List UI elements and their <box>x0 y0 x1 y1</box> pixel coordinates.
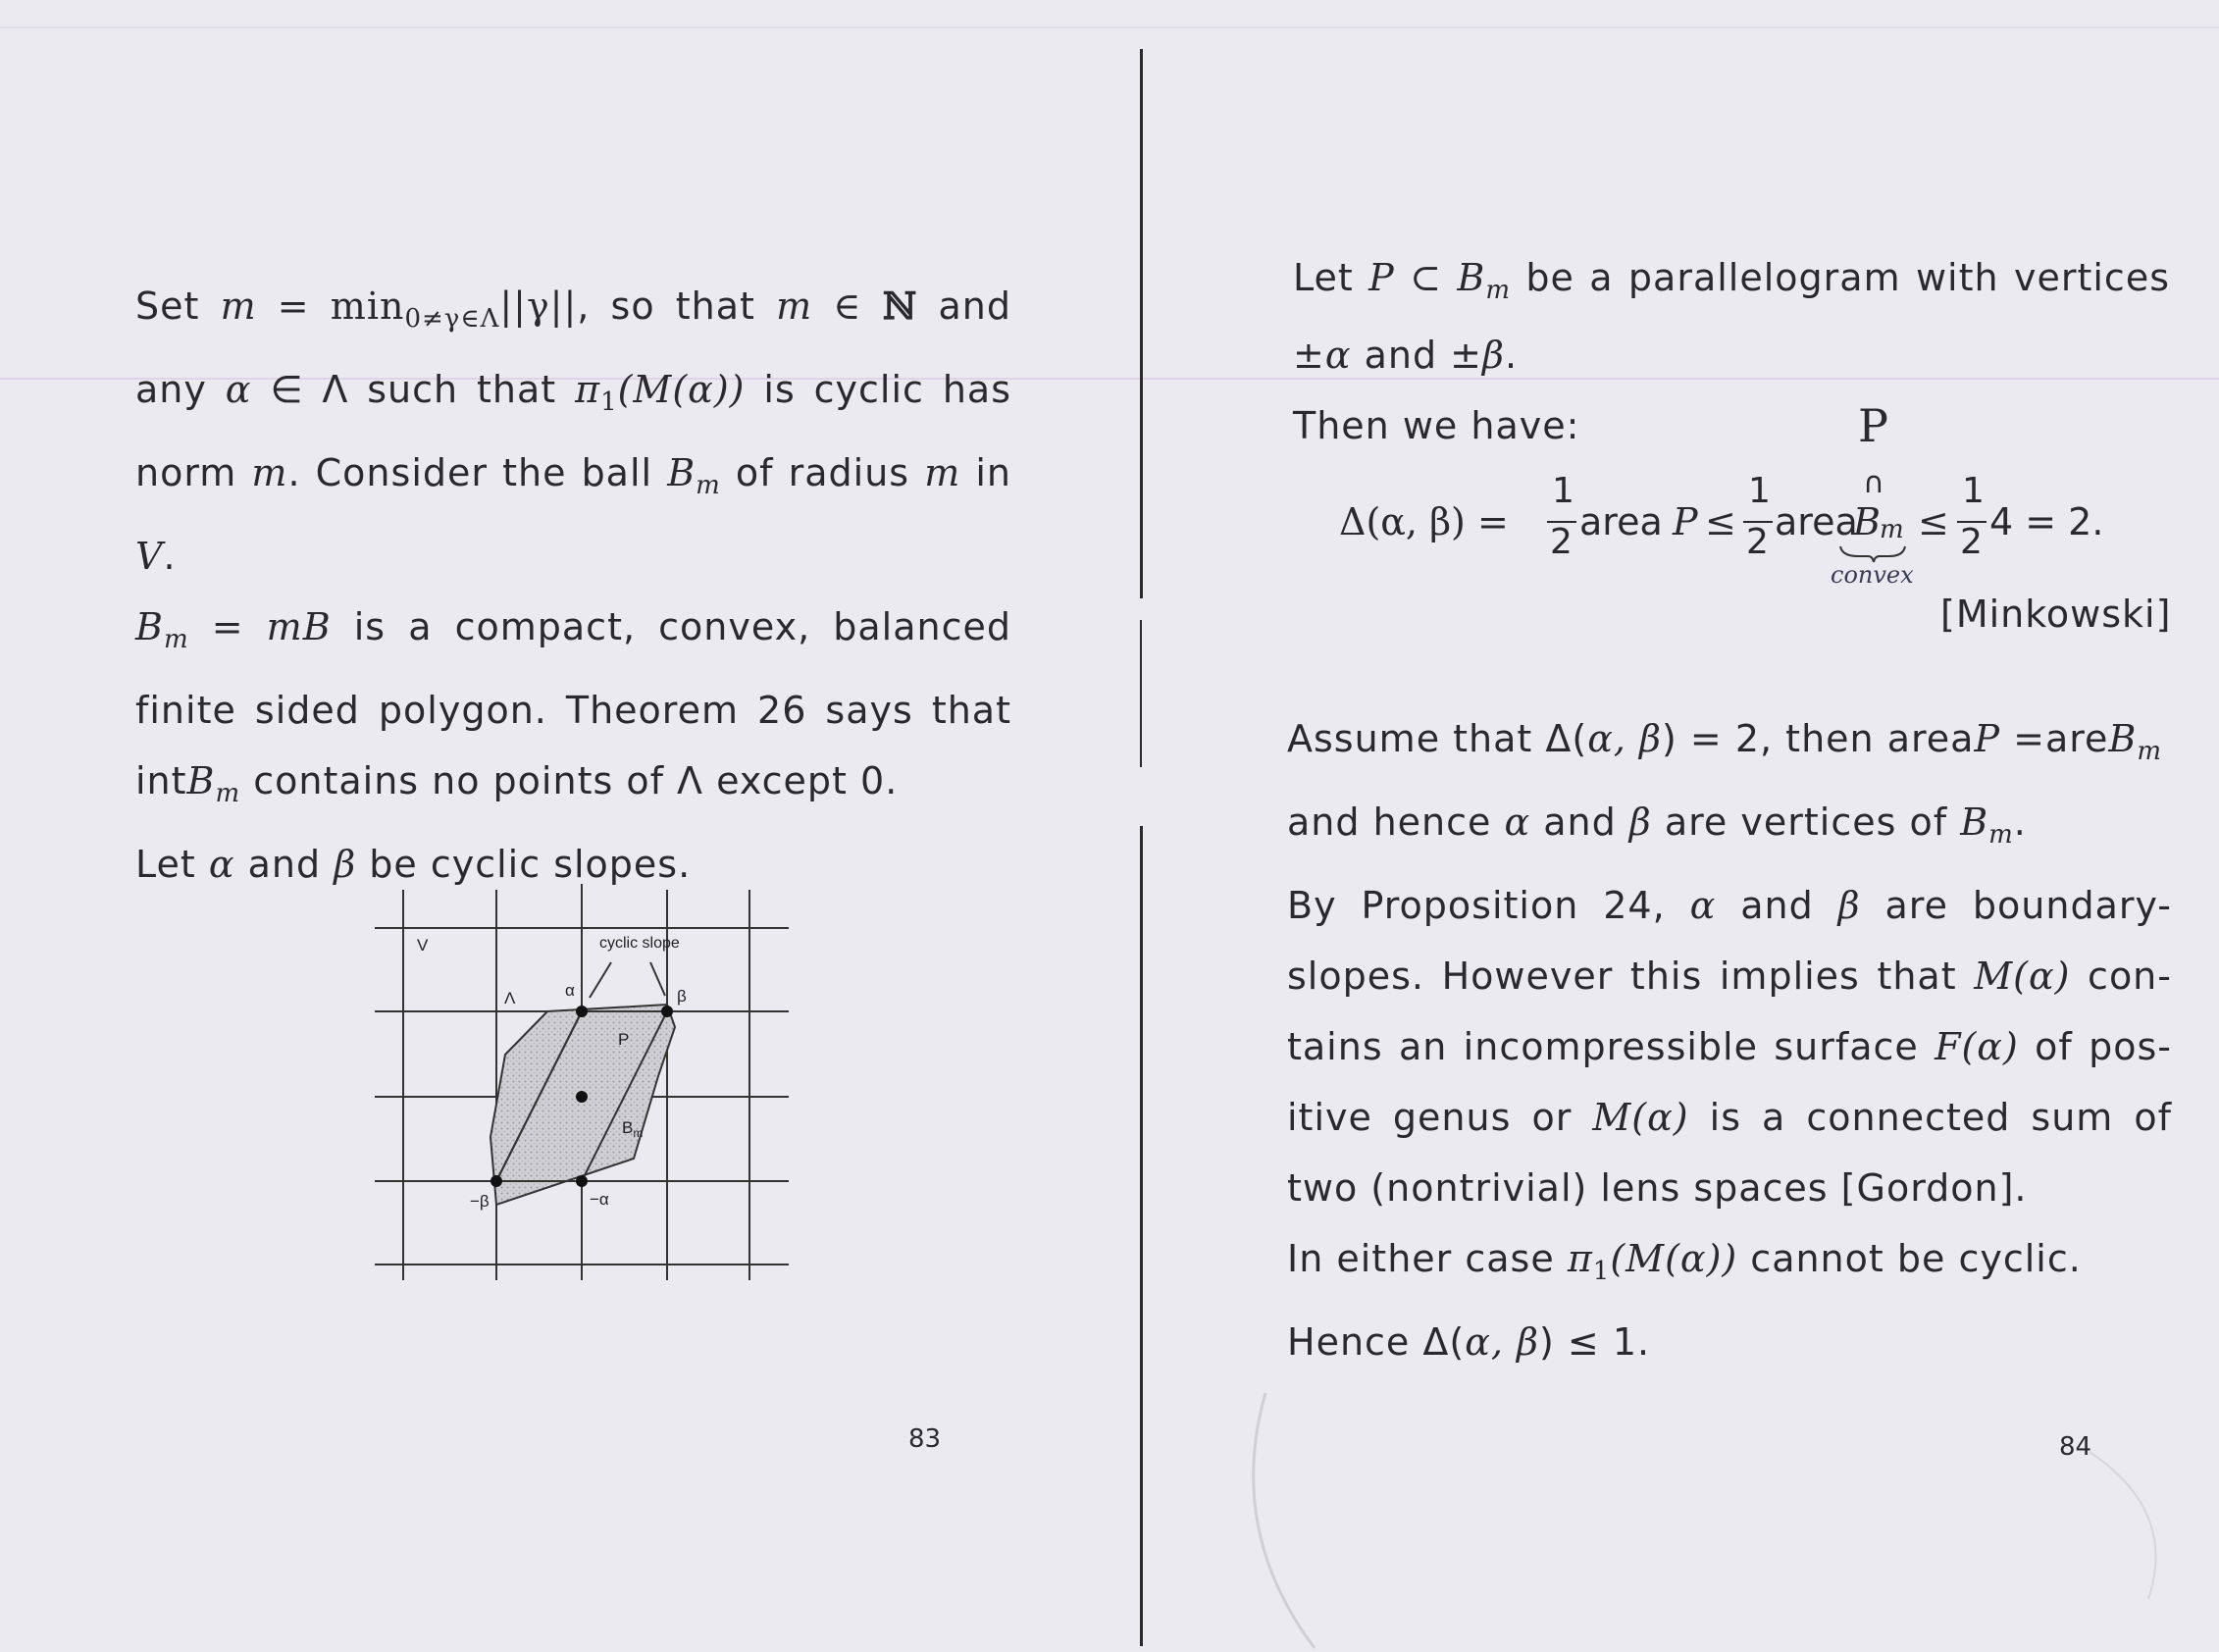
text-line <box>1293 390 2170 461</box>
text: is cyclic has <box>745 368 1011 411</box>
text: . <box>163 535 177 578</box>
show-through-arc <box>2090 1452 2156 1599</box>
area-word: area <box>1579 500 1663 543</box>
frac-numerator: 1 <box>1962 471 1985 511</box>
text: are boundary- <box>1860 884 2173 927</box>
math: F(α) <box>1935 1025 2019 1068</box>
text: and ± <box>1351 334 1483 377</box>
math: m <box>924 451 961 494</box>
lattice-figure <box>371 880 793 1287</box>
math-subscript: m <box>1485 276 1511 305</box>
lattice-svg <box>371 880 793 1287</box>
math: ± <box>1293 334 1325 377</box>
label-bm-b: B <box>622 1118 634 1137</box>
label-beta: β <box>677 987 687 1006</box>
label-p: P <box>618 1030 630 1049</box>
math: = <box>188 605 267 648</box>
math: P <box>1974 717 2001 760</box>
text: ) ≤ 1. <box>1539 1320 1651 1364</box>
text: con- <box>2070 955 2172 998</box>
text-line <box>135 354 1011 438</box>
math-subscript: m <box>1988 820 2014 850</box>
eq-var-b: B <box>1853 500 1881 543</box>
text: Hence Δ( <box>1287 1320 1466 1364</box>
text: and <box>1530 800 1629 844</box>
math: B <box>1960 800 1989 844</box>
underbrace-path <box>1840 546 1905 562</box>
text: cannot be cyclic. <box>1737 1237 2082 1280</box>
math-subscript: 1 <box>1592 1257 1611 1286</box>
text-line <box>135 438 1011 521</box>
text: Let <box>135 843 209 886</box>
text-line <box>135 271 1011 354</box>
page-divider <box>1140 620 1142 767</box>
text-line <box>1287 941 2172 1011</box>
citation-minkowski: [Minkowski] <box>1940 593 2172 636</box>
math: β <box>1837 884 1861 927</box>
text-line <box>1287 1153 2172 1223</box>
frac-numerator: 1 <box>1552 471 1574 511</box>
page-divider <box>1140 826 1143 1646</box>
eq-leq: ≤ <box>1705 500 1736 543</box>
text: Set <box>135 284 221 328</box>
point-neg-alpha <box>576 1175 588 1187</box>
text-line <box>1287 703 2172 787</box>
text: is a compact, convex, balanced <box>331 605 1012 648</box>
math: M(α) <box>1592 1096 1689 1139</box>
text: itive genus or <box>1287 1096 1593 1139</box>
math-subscript: m <box>215 779 241 808</box>
ball-polygon <box>490 1005 675 1205</box>
point-origin <box>576 1091 588 1103</box>
text: . <box>2013 800 2027 844</box>
math: α <box>1504 800 1531 844</box>
display-equation <box>1339 471 2124 569</box>
handwritten-p: P <box>1858 399 1888 452</box>
math: m <box>251 451 288 494</box>
label-neg-alpha: −α <box>590 1190 609 1209</box>
math: α <box>1324 334 1352 377</box>
text: norm <box>135 451 252 494</box>
eq-var-p: P <box>1673 500 1698 543</box>
show-through-arc <box>1254 1393 1315 1648</box>
text: =are <box>2000 717 2109 760</box>
text: Assume that Δ( <box>1287 717 1588 760</box>
text: Then we have: <box>1293 404 1580 447</box>
text: In either case <box>1287 1237 1568 1280</box>
text: be cyclic slopes. <box>356 843 692 886</box>
math-subscript: m <box>163 625 189 654</box>
text: of pos- <box>2018 1025 2172 1068</box>
math: = min <box>256 284 405 328</box>
text: slopes. However this implies that <box>1287 955 1975 998</box>
math: ⊂ <box>1394 256 1458 299</box>
text: . <box>1504 334 1519 377</box>
frac-numerator: 1 <box>1748 471 1771 511</box>
eq-var-b-sub: m <box>1880 515 1904 544</box>
math: B <box>135 605 164 648</box>
label-cyclic-slope: cyclic slope <box>599 935 680 952</box>
text: , so that <box>577 284 777 328</box>
label-v: V <box>417 936 429 955</box>
text: ∈ Λ such that <box>251 368 576 411</box>
math: m <box>220 284 257 328</box>
text-line <box>1287 1082 2172 1153</box>
math: ∈ <box>812 284 883 328</box>
text-line <box>1287 870 2172 941</box>
page-number: 84 <box>2059 1432 2092 1462</box>
text: is a connected sum of <box>1688 1096 2172 1139</box>
math: P <box>1368 256 1395 299</box>
math: π <box>575 368 601 411</box>
left-page-text <box>135 271 1011 900</box>
eq-lhs: Δ(α, β) = <box>1339 500 1509 543</box>
math: β <box>1482 334 1505 377</box>
text: be a parallelogram with vertices <box>1510 256 2170 299</box>
math: π <box>1567 1237 1593 1280</box>
page-divider <box>1140 49 1143 598</box>
text-line <box>135 592 1011 675</box>
math-subscript: m <box>696 471 721 500</box>
text: Let <box>1293 256 1369 299</box>
math-subscript: 1 <box>600 387 618 417</box>
math: α <box>225 368 252 411</box>
text-line <box>1287 1011 2172 1082</box>
eq-leq: ≤ <box>1918 500 1949 543</box>
pointer-line <box>590 962 611 998</box>
label-bm-m: m <box>633 1126 644 1140</box>
text-line <box>135 521 1011 592</box>
text: tains an incompressible surface <box>1287 1025 1935 1068</box>
page-number: 83 <box>908 1424 942 1454</box>
text-line <box>135 675 1011 746</box>
pointer-line <box>650 962 665 996</box>
point-beta <box>661 1006 673 1017</box>
eq-tail: 4 = 2. <box>1989 500 2104 543</box>
text-line <box>1293 242 2170 326</box>
math: α <box>1689 884 1717 927</box>
math: B <box>667 451 697 494</box>
text: finite sided polygon. Theorem 26 says that <box>135 689 1011 732</box>
math: ||γ|| <box>499 284 578 328</box>
math: V <box>135 535 164 578</box>
math: B <box>2108 717 2138 760</box>
text: any <box>135 368 226 411</box>
text-line <box>1287 787 2172 870</box>
text: . Consider the ball <box>287 451 668 494</box>
text: int <box>135 759 187 802</box>
handwritten-convex-note: convex <box>1831 561 1914 589</box>
text-line <box>135 746 1011 829</box>
math: mB <box>266 605 332 648</box>
text: of radius <box>720 451 925 494</box>
math: β <box>334 843 357 886</box>
math: M(α) <box>1974 955 2071 998</box>
math: α <box>208 843 235 886</box>
math: α, β <box>1587 717 1663 760</box>
text: and <box>1716 884 1838 927</box>
frac-denominator: 2 <box>1960 522 1983 562</box>
label-neg-beta: −β <box>470 1192 490 1211</box>
text: and <box>917 284 1011 328</box>
text: are vertices of <box>1651 800 1961 844</box>
math: β <box>1628 800 1652 844</box>
math-subscript: 0≠γ∈Λ <box>404 304 500 334</box>
text: and <box>234 843 335 886</box>
point-alpha <box>576 1006 588 1017</box>
math: ℕ <box>882 284 918 328</box>
text: and hence <box>1287 800 1505 844</box>
label-alpha: α <box>565 981 575 1000</box>
math: (M(α)) <box>617 368 746 411</box>
math: (M(α)) <box>1610 1237 1738 1280</box>
text: ) = 2, then area <box>1662 717 1975 760</box>
math: B <box>1457 256 1486 299</box>
frac-denominator: 2 <box>1746 522 1769 562</box>
text: two (nontrivial) lens spaces [Gordon]. <box>1287 1166 2028 1210</box>
text: in <box>960 451 1012 494</box>
math: α, β <box>1465 1320 1540 1364</box>
right-page-top-text <box>1293 242 2170 461</box>
math: m <box>776 284 813 328</box>
text: contains no points of Λ except 0. <box>240 759 899 802</box>
frac-denominator: 2 <box>1550 522 1573 562</box>
text-line <box>1293 320 2170 390</box>
math: B <box>186 759 216 802</box>
subset-symbol: ∩ <box>1863 466 1884 500</box>
area-word: area <box>1775 500 1858 543</box>
math-subscript: m <box>2137 737 2162 766</box>
label-lambda: Λ <box>504 989 516 1007</box>
point-neg-beta <box>490 1175 502 1187</box>
text: By Proposition 24, <box>1287 884 1690 927</box>
show-through-marks <box>1207 1275 2188 1652</box>
